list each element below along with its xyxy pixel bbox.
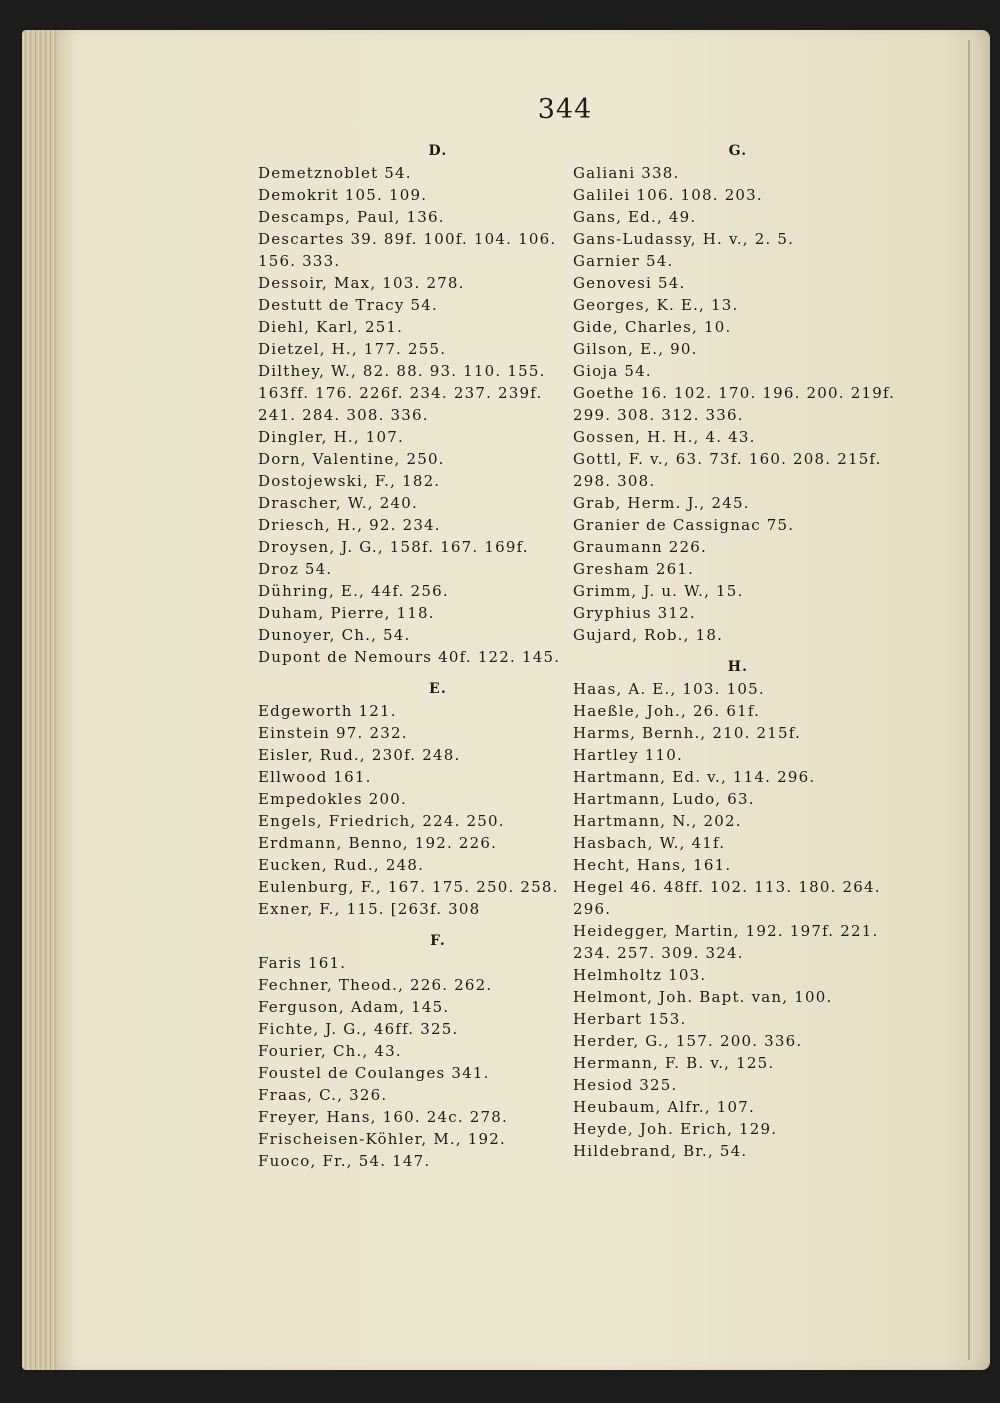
index-entry: Destutt de Tracy 54. <box>258 296 438 314</box>
index-entry: Hartmann, Ed. v., 114. 296. <box>573 768 816 786</box>
index-entry: Dühring, E., 44f. 256. <box>258 582 449 600</box>
index-entry: 296. <box>573 900 612 918</box>
index-entry: 241. 284. 308. 336. <box>258 406 429 424</box>
index-entry: Garnier 54. <box>573 252 674 270</box>
index-entry: Gresham 261. <box>573 560 695 578</box>
index-entry: Hartley 110. <box>573 746 683 764</box>
index-entry: Dingler, H., 107. <box>258 428 405 446</box>
index-entry: Fuoco, Fr., 54. 147. <box>258 1152 431 1170</box>
index-entry: Fraas, C., 326. <box>258 1086 388 1104</box>
index-entry: Hegel 46. 48ff. 102. 113. 180. 264. <box>573 878 881 896</box>
index-entry: Frischeisen-Köhler, M., 192. <box>258 1130 507 1148</box>
index-entry: Ferguson, Adam, 145. <box>258 998 450 1016</box>
index-entry: Hecht, Hans, 161. <box>573 856 732 874</box>
index-entry: 156. 333. <box>258 252 341 270</box>
index-entry: Hartmann, Ludo, 63. <box>573 790 755 808</box>
index-entry: Exner, F., 115. [263f. 308 <box>258 900 481 918</box>
index-column-right <box>573 140 896 1162</box>
index-entry: Gossen, H. H., 4. 43. <box>573 428 756 446</box>
index-entry: Galilei 106. 108. 203. <box>573 186 763 204</box>
index-entry: Goethe 16. 102. 170. 196. 200. 219f. <box>573 384 896 402</box>
index-entry: Georges, K. E., 13. <box>573 296 739 314</box>
index-entry: Dostojewski, F., 182. <box>258 472 441 490</box>
index-entry: Demetznoblet 54. <box>258 164 412 182</box>
index-entry: Descamps, Paul, 136. <box>258 208 445 226</box>
index-entry: Harms, Bernh., 210. 215f. <box>573 724 801 742</box>
index-entry: Gide, Charles, 10. <box>573 318 732 336</box>
section-heading: H. <box>727 659 749 675</box>
index-entry: Empedokles 200. <box>258 790 407 808</box>
page-number: 344 <box>537 94 593 125</box>
index-entry: Hasbach, W., 41f. <box>573 834 726 852</box>
index-entry: Eucken, Rud., 248. <box>258 856 425 874</box>
page-fold-line <box>968 40 970 1360</box>
index-entry: Dessoir, Max, 103. 278. <box>258 274 465 292</box>
index-entry: Edgeworth 121. <box>258 702 397 720</box>
index-entry: Hildebrand, Br., 54. <box>573 1142 748 1160</box>
index-entry: Gryphius 312. <box>573 604 696 622</box>
index-entry: Gottl, F. v., 63. 73f. 160. 208. 215f. <box>573 450 882 468</box>
index-entry: Droz 54. <box>258 560 333 578</box>
index-entry: Duham, Pierre, 118. <box>258 604 435 622</box>
index-entry: Graumann 226. <box>573 538 708 556</box>
index-entry: Haas, A. E., 103. 105. <box>573 680 765 698</box>
index-entry: Dupont de Nemours 40f. 122. 145. <box>258 648 561 666</box>
index-entry: Dunoyer, Ch., 54. <box>258 626 411 644</box>
section-heading: F. <box>430 933 446 949</box>
index-entry: Grab, Herm. J., 245. <box>573 494 750 512</box>
index-entry: Heyde, Joh. Erich, 129. <box>573 1120 778 1138</box>
index-entry: Einstein 97. 232. <box>258 724 408 742</box>
index-entry: Helmont, Joh. Bapt. van, 100. <box>573 988 833 1006</box>
section-heading: D. <box>428 143 448 159</box>
index-entry: Heubaum, Alfr., 107. <box>573 1098 755 1116</box>
index-entry: Granier de Cassignac 75. <box>573 516 795 534</box>
section-heading: E. <box>429 681 447 697</box>
index-column-left <box>258 140 578 1172</box>
index-entry: Grimm, J. u. W., 15. <box>573 582 744 600</box>
index-entry: Diehl, Karl, 251. <box>258 318 404 336</box>
book-page-edges <box>22 30 62 1370</box>
index-entry: Dorn, Valentine, 250. <box>258 450 445 468</box>
index-entry: Gans, Ed., 49. <box>573 208 697 226</box>
index-entry: Engels, Friedrich, 224. 250. <box>258 812 505 830</box>
index-entry: Gujard, Rob., 18. <box>573 626 724 644</box>
index-entry: Helmholtz 103. <box>573 966 707 984</box>
index-entry: Gans-Ludassy, H. v., 2. 5. <box>573 230 795 248</box>
index-entry: Eisler, Rud., 230f. 248. <box>258 746 461 764</box>
index-entry: Herder, G., 157. 200. 336. <box>573 1032 803 1050</box>
index-entry: Fechner, Theod., 226. 262. <box>258 976 493 994</box>
index-entry: Drascher, W., 240. <box>258 494 418 512</box>
index-entry: Freyer, Hans, 160. 24c. 278. <box>258 1108 508 1126</box>
index-entry: Foustel de Coulanges 341. <box>258 1064 490 1082</box>
index-entry: 298. 308. <box>573 472 656 490</box>
index-entry: Droysen, J. G., 158f. 167. 169f. <box>258 538 529 556</box>
index-entry: Gilson, E., 90. <box>573 340 698 358</box>
index-entry: Hermann, F. B. v., 125. <box>573 1054 775 1072</box>
index-entry: Herbart 153. <box>573 1010 687 1028</box>
index-entry: Demokrit 105. 109. <box>258 186 428 204</box>
index-entry: Gioja 54. <box>573 362 652 380</box>
section-gap <box>258 920 578 930</box>
section-heading: G. <box>728 143 748 159</box>
index-entry: Ellwood 161. <box>258 768 372 786</box>
index-entry: Galiani 338. <box>573 164 680 182</box>
index-entry: Erdmann, Benno, 192. 226. <box>258 834 498 852</box>
index-entry: 163ff. 176. 226f. 234. 237. 239f. <box>258 384 543 402</box>
index-entry: Dilthey, W., 82. 88. 93. 110. 155. <box>258 362 546 380</box>
index-entry: 234. 257. 309. 324. <box>573 944 744 962</box>
index-entry: 299. 308. 312. 336. <box>573 406 744 424</box>
index-entry: Haeßle, Joh., 26. 61f. <box>573 702 761 720</box>
index-entry: Fichte, J. G., 46ff. 325. <box>258 1020 459 1038</box>
index-entry: Dietzel, H., 177. 255. <box>258 340 447 358</box>
index-entry: Hesiod 325. <box>573 1076 678 1094</box>
index-entry: Eulenburg, F., 167. 175. 250. 258. <box>258 878 559 896</box>
section-gap <box>258 668 578 678</box>
index-entry: Genovesi 54. <box>573 274 686 292</box>
index-entry: Heidegger, Martin, 192. 197f. 221. <box>573 922 879 940</box>
section-gap <box>573 646 893 656</box>
index-entry: Fourier, Ch., 43. <box>258 1042 402 1060</box>
index-entry: Driesch, H., 92. 234. <box>258 516 441 534</box>
index-entry: Faris 161. <box>258 954 347 972</box>
index-entry: Descartes 39. 89f. 100f. 104. 106. <box>258 230 557 248</box>
index-entry: Hartmann, N., 202. <box>573 812 742 830</box>
